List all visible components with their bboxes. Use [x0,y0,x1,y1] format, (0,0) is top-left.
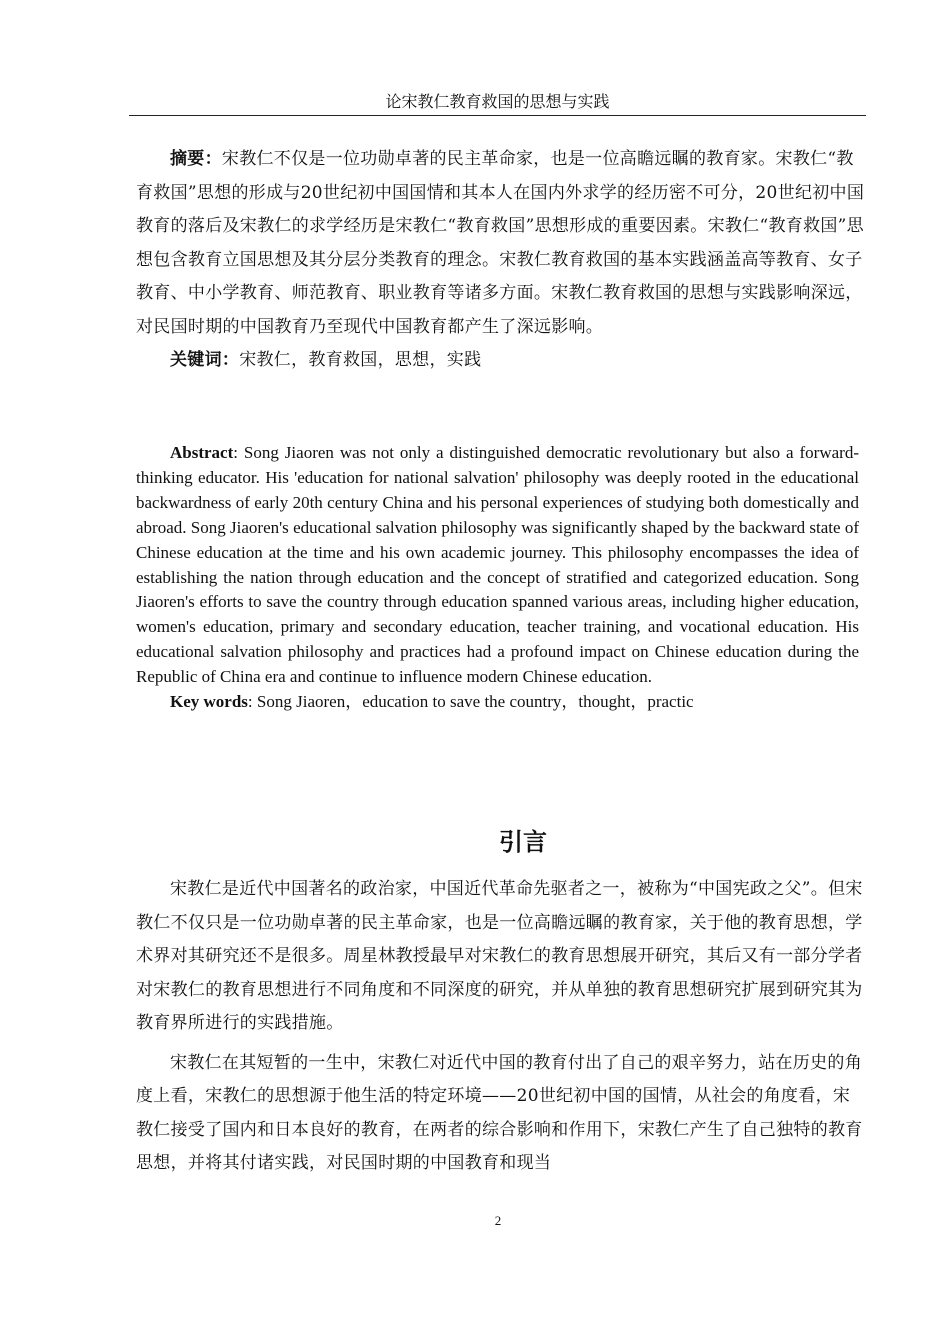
intro-paragraph-2: 宋教仁在其短暂的一生中，宋教仁对近代中国的教育付出了自己的艰辛努力，站在历史的角度上看，宋教仁的思想源于他生活的特定环境——20世纪初中国的国情，从社会的角度看，宋教仁接受了国内和日本良好的教育，在两者的综合影响和作用下，宋教仁产生了自己独特的教育思想，并将其付诸实践，对民国时期的中国教育和现当 [136,1052,863,1173]
abstract-cn-label: 摘要： [170,149,222,169]
intro-paragraph-1: 宋教仁是近代中国著名的政治家，中国近代革命先驱者之一，被称为“中国宪政之父”。但宋教仁不仅只是一位功勋卓著的民主革命家，也是一位高瞻远瞩的教育家，关于他的教育思想，学术界对其研究还不是很多。周星林教授最早对宋教仁的教育思想展开研究，其后又有一部分学者对宋教仁的教育思想进行不同角度和不同深度的研究，并从单独的教育思想研究扩展到研究其为教育界所进行的实践措施。 [136,879,863,1033]
abstract-en-section [136,441,859,715]
keywords-en-label: Key words [170,692,248,712]
keywords-en-paragraph [136,690,859,715]
running-header: 论宋教仁教育救国的思想与实践 [385,92,610,111]
keywords-en-text: : Song Jiaoren，education to save the country，thought，practic [247,692,694,712]
abstract-en-paragraph [136,441,859,690]
keywords-cn-paragraph [136,344,866,378]
keywords-cn-text: 宋教仁，教育救国，思想，实践 [239,350,482,370]
abstract-cn-paragraph [136,143,866,344]
abstract-cn-section [136,143,866,378]
abstract-en-text: : Song Jiaoren was not only a distinguished democratic revolutionary but also a forward-thinking educator. His 'education for national salvation' philosophy was deeply rooted in the educational backwardness of early 20th century China and his personal experiences of studying both domestically and abroad. Song Jiaoren's educational salvation philosophy was significantly shaped by the backward state of Chinese education at the time and his own academic journey. This philosophy encompasses the idea of establishing the nation through education and the concept of stratified and categorized education. Song Jiaoren's efforts to save the country through education spanned various areas, including higher education, women's education, primary and secondary education, teacher training, and vocational education. His educational salvation philosophy and practices had a profound impact on Chinese education during the Republic of China era and continue to influence modern Chinese education. [136,443,859,687]
introduction-body [136,873,866,1181]
abstract-cn-text: 宋教仁不仅是一位功勋卓著的民主革命家，也是一位高瞻远瞩的教育家。宋教仁“教育救国”思想的形成与20世纪初中国国情和其本人在国内外求学的经历密不可分，20世纪初中国教育的落后及宋教仁的求学经历是宋教仁“教育救国”思想形成的重要因素。宋教仁“教育救国”思想包含教育立国思想及其分层分类教育的理念。宋教仁教育救国的基本实践涵盖高等教育、女子教育、中小学教育、师范教育、职业教育等诸多方面。宋教仁教育救国的思想与实践影响深远，对民国时期的中国教育乃至现代中国教育都产生了深远影响。 [136,149,865,337]
page-number: 2 [494,1213,502,1228]
section-title-introduction: 引言 [499,828,547,856]
keywords-cn-label: 关键词： [170,350,240,370]
header-divider [129,115,866,116]
abstract-en-label: Abstract [170,443,234,462]
